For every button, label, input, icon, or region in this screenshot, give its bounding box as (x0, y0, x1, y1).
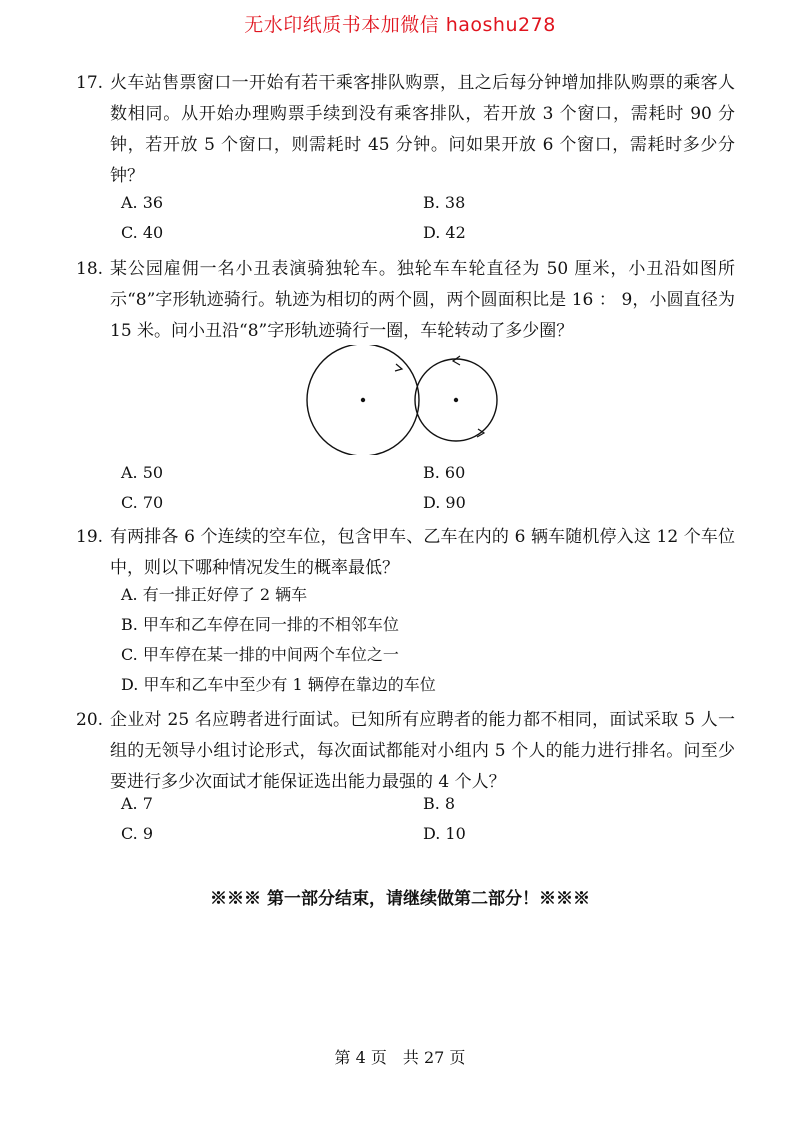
page-number: 第 4 页 共 27 页 (334, 1048, 466, 1067)
option-c: C. 甲车停在某一排的中间两个车位之一 (121, 645, 399, 664)
direction-arrow (453, 356, 460, 365)
option-c: C. 70 (121, 493, 164, 512)
figure-eight-diagram (300, 345, 510, 455)
option-a: A. 有一排正好停了 2 辆车 (121, 585, 308, 604)
option-a: A. 50 (121, 463, 164, 482)
option-d: D. 42 (423, 223, 466, 242)
question-text: 企业对 25 名应聘者进行面试。已知所有应聘者的能力都不相同，面试采取 5 人一组的无领导小组讨论形式，每次面试都能对小组内 5 个人的能力进行排名。问至少要进行多少次面试才能保证选出能力最强的 4 个人？ (110, 710, 735, 792)
question-17 (76, 68, 735, 192)
section-end-note: ※※※ 第一部分结束，请继续做第二部分！※※※ (210, 889, 590, 909)
options-20 (121, 794, 741, 854)
question-text: 有两排各 6 个连续的空车位，包含甲车、乙车在内的 6 辆车随机停入这 12 个车位中，则以下哪种情况发生的概率最低？ (110, 527, 735, 578)
option-b: B. 60 (423, 463, 466, 482)
watermark: 无水印纸质书本加微信 haoshu278 (244, 14, 556, 36)
question-number: 19. (76, 527, 104, 547)
option-d: D. 甲车和乙车中至少有 1 辆停在靠边的车位 (121, 675, 436, 694)
option-d: D. 10 (423, 824, 466, 843)
question-text: 某公园雇佣一名小丑表演骑独轮车。独轮车车轮直径为 50 厘米，小丑沿如图所示“8”字形轨迹骑行。轨迹为相切的两个圆，两个圆面积比是 16 ： 9，小圆直径为 15 米。问小丑沿“8”字形轨迹骑行一圈，车轮转动了多少圈？ (110, 259, 735, 341)
question-18 (76, 254, 735, 347)
question-19 (76, 522, 735, 584)
options-19 (121, 582, 741, 702)
question-20 (76, 705, 735, 798)
options-18 (121, 463, 741, 523)
option-b: B. 甲车和乙车停在同一排的不相邻车位 (121, 615, 399, 634)
option-a: A. 7 (121, 794, 153, 813)
direction-arrow (395, 364, 402, 371)
question-number: 17. (76, 73, 104, 93)
options-17 (121, 193, 741, 253)
large-circle-center (361, 398, 365, 402)
option-c: C. 9 (121, 824, 154, 843)
option-d: D. 90 (423, 493, 466, 512)
option-b: B. 8 (423, 794, 456, 813)
small-circle-center (454, 398, 458, 402)
question-number: 18. (76, 259, 104, 279)
question-text: 火车站售票窗口一开始有若干乘客排队购票，且之后每分钟增加排队购票的乘客人数相同。从开始办理购票手续到没有乘客排队，若开放 3 个窗口，需耗时 90 分钟，若开放 5 个窗口，则需耗时 45 分钟。问如果开放 6 个窗口，需耗时多少分钟？ (110, 73, 735, 186)
question-number: 20. (76, 710, 104, 730)
option-a: A. 36 (121, 193, 164, 212)
option-b: B. 38 (423, 193, 466, 212)
option-c: C. 40 (121, 223, 164, 242)
